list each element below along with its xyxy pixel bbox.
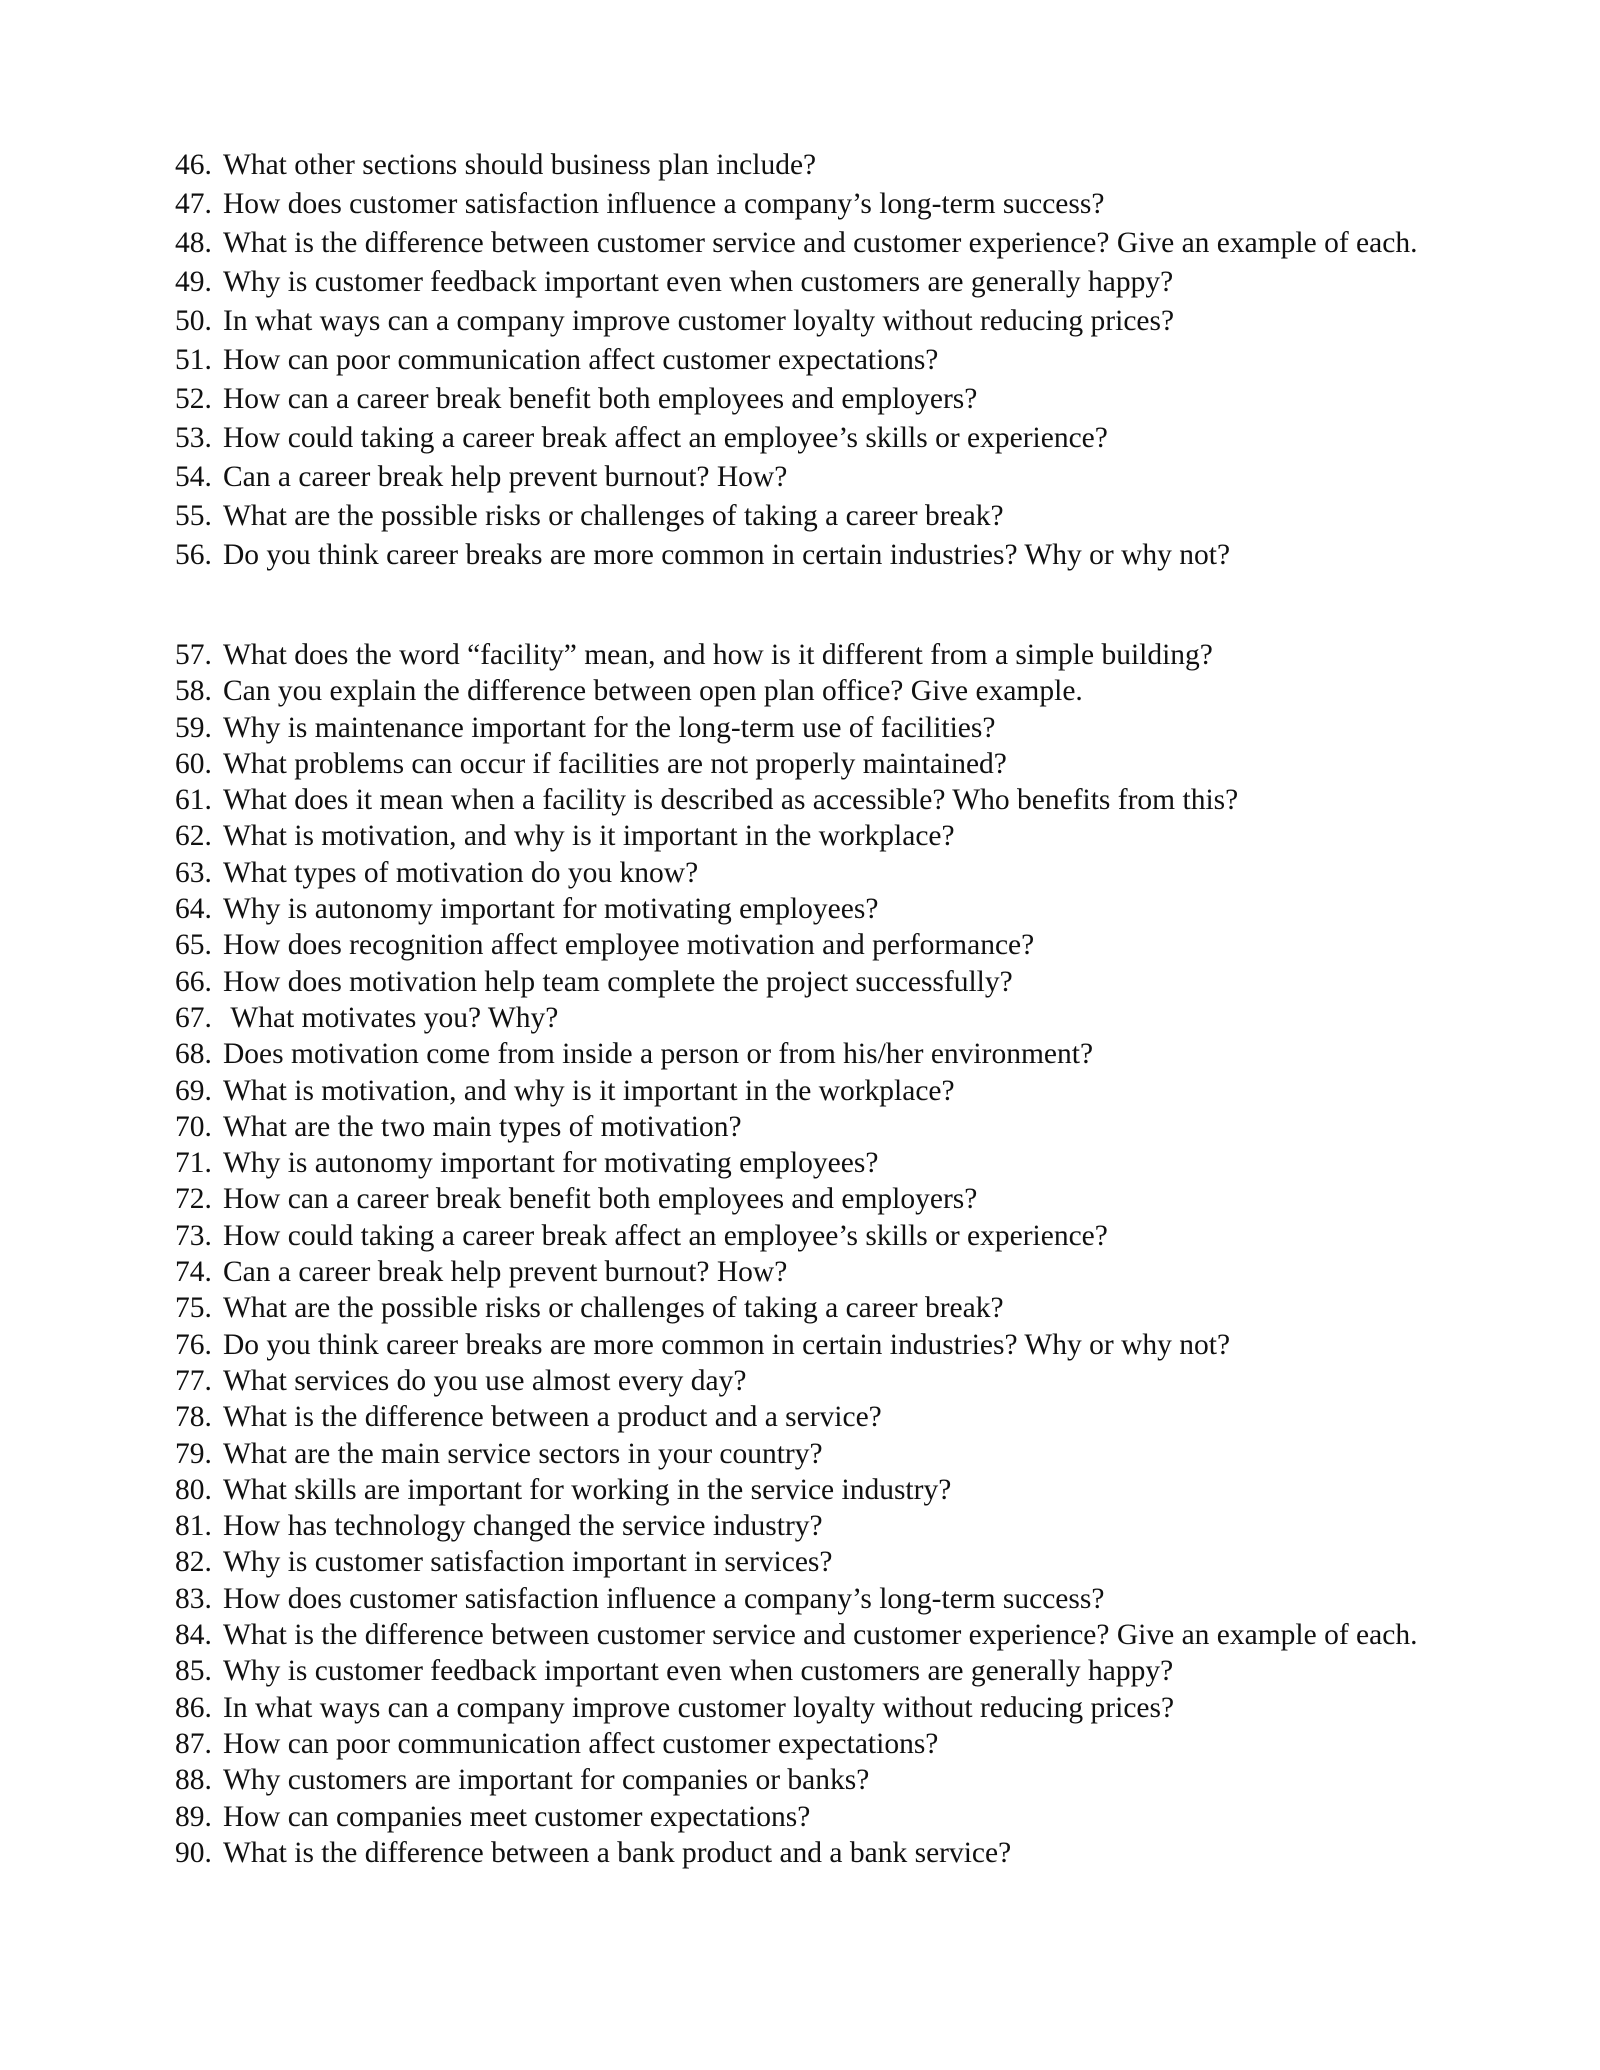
question-item [175,1073,1435,1109]
question-text: Can a career break help prevent burnout? How? [223,1256,788,1289]
question-item [175,964,1435,1000]
question-text: What motivates you? Why? [223,1001,559,1034]
question-item [175,419,1435,458]
question-text: Do you think career breaks are more common in certain industries? Why or why not? [223,1328,1231,1361]
question-text: Why is maintenance important for the long-term use of facilities? [223,711,996,744]
question-item [175,1653,1435,1689]
question-item [175,1690,1435,1726]
question-text: What is the difference between a bank product and a bank service? [223,1836,1012,1869]
question-text: What are the two main types of motivation? [223,1110,742,1143]
question-number: 76. [175,1328,212,1361]
question-text: What are the possible risks or challenges of taking a career break? [223,500,1004,532]
question-text: What is motivation, and why is it important in the workplace? [223,1074,955,1107]
question-number: 46. [175,149,212,181]
question-number: 67. [175,1001,212,1034]
question-number: 77. [175,1364,212,1397]
question-number: 85. [175,1655,212,1688]
question-number: 57. [175,639,212,671]
question-number: 73. [175,1219,212,1252]
question-number: 83. [175,1582,212,1615]
question-text: How can a career break benefit both employees and employers? [223,1183,978,1216]
question-item [175,1508,1435,1544]
question-item [175,302,1435,341]
question-item [175,1109,1435,1145]
question-item [175,341,1435,380]
question-item [175,891,1435,927]
question-number: 68. [175,1038,212,1071]
question-item [175,855,1435,891]
question-item [175,673,1435,709]
question-item [175,1036,1435,1072]
question-number: 82. [175,1546,212,1579]
question-item [175,1799,1435,1835]
question-item [175,1327,1435,1363]
question-number: 87. [175,1727,212,1760]
question-item [175,380,1435,419]
question-item [175,1363,1435,1399]
question-text: How can poor communication affect customer expectations? [223,344,939,376]
question-text: Why is customer feedback important even when customers are generally happy? [223,266,1174,298]
question-text: What is motivation, and why is it important in the workplace? [223,820,955,853]
question-text: How can a career break benefit both employees and employers? [223,383,978,415]
question-number: 48. [175,227,212,259]
question-item [175,1835,1435,1871]
question-item [175,1762,1435,1798]
question-number: 74. [175,1256,212,1289]
question-text: Why is autonomy important for motivating employees? [223,1147,879,1180]
question-item [175,536,1435,575]
question-item [175,1544,1435,1580]
question-item [175,1617,1435,1653]
question-item [175,1399,1435,1435]
question-text: In what ways can a company improve customer loyalty without reducing prices? [223,305,1175,337]
question-number: 47. [175,188,212,220]
question-item [175,1145,1435,1181]
question-text: How could taking a career break affect an employee’s skills or experience? [223,1219,1108,1252]
question-number: 84. [175,1619,212,1652]
question-item [175,1581,1435,1617]
question-list-section-b [175,637,1435,1871]
question-text: What does the word “facility” mean, and how is it different from a simple building? [223,639,1213,671]
question-number: 70. [175,1110,212,1143]
question-number: 81. [175,1510,212,1543]
question-item [175,224,1435,263]
question-text: What are the possible risks or challenges of taking a career break? [223,1292,1004,1325]
question-number: 88. [175,1764,212,1797]
question-number: 56. [175,539,212,571]
question-number: 86. [175,1691,212,1724]
question-item [175,746,1435,782]
question-text: Do you think career breaks are more common in certain industries? Why or why not? [223,539,1231,571]
question-number: 89. [175,1800,212,1833]
question-number: 78. [175,1401,212,1434]
question-text: What does it mean when a facility is described as accessible? Who benefits from this? [223,784,1239,817]
question-list-section-a [175,146,1435,575]
question-item [175,1000,1435,1036]
question-item [175,927,1435,963]
question-number: 80. [175,1473,212,1506]
question-item [175,1254,1435,1290]
question-text: Can a career break help prevent burnout? How? [223,461,788,493]
question-number: 50. [175,305,212,337]
question-text: What other sections should business plan include? [223,149,817,181]
question-text: How could taking a career break affect an employee’s skills or experience? [223,422,1108,454]
question-item [175,1436,1435,1472]
question-item [175,1218,1435,1254]
question-text: How has technology changed the service industry? [223,1510,823,1543]
question-number: 58. [175,675,212,708]
question-text: How can poor communication affect customer expectations? [223,1727,939,1760]
question-text: Does motivation come from inside a person or from his/her environment? [223,1038,1094,1071]
question-number: 90. [175,1836,212,1869]
question-text: Why is customer feedback important even when customers are generally happy? [223,1655,1174,1688]
question-text: What are the main service sectors in your country? [223,1437,823,1470]
question-number: 60. [175,747,212,780]
question-item [175,185,1435,224]
question-text: In what ways can a company improve customer loyalty without reducing prices? [223,1691,1175,1724]
question-number: 63. [175,856,212,889]
question-item [175,782,1435,818]
question-item [175,497,1435,536]
question-text: Can you explain the difference between open plan office? Give example. [223,675,1083,708]
question-item [175,637,1435,673]
question-number: 66. [175,965,212,998]
question-number: 59. [175,711,212,744]
question-text: How does customer satisfaction influence a company’s long-term success? [223,188,1105,220]
question-text: What problems can occur if facilities are not properly maintained? [223,747,1007,780]
question-text: How does customer satisfaction influence a company’s long-term success? [223,1582,1105,1615]
question-item [175,1290,1435,1326]
question-text: Why is autonomy important for motivating employees? [223,893,879,926]
question-item [175,710,1435,746]
question-text: What is the difference between customer service and customer experience? Give an example of each. [223,227,1418,259]
question-item [175,458,1435,497]
question-number: 51. [175,344,212,376]
question-item [175,146,1435,185]
question-number: 52. [175,383,212,415]
question-number: 65. [175,929,212,962]
question-text: What services do you use almost every day? [223,1364,747,1397]
question-number: 79. [175,1437,212,1470]
question-text: Why customers are important for companies or banks? [223,1764,870,1797]
question-text: What is the difference between customer service and customer experience? Give an example of each. [223,1619,1418,1652]
question-text: What is the difference between a product and a service? [223,1401,882,1434]
question-text: How does motivation help team complete the project successfully? [223,965,1013,998]
question-number: 72. [175,1183,212,1216]
question-number: 54. [175,461,212,493]
question-item [175,1726,1435,1762]
question-text: What skills are important for working in the service industry? [223,1473,952,1506]
question-number: 55. [175,500,212,532]
question-item [175,263,1435,302]
question-item [175,1472,1435,1508]
question-number: 53. [175,422,212,454]
question-item [175,1181,1435,1217]
question-text: How can companies meet customer expectations? [223,1800,811,1833]
question-text: What types of motivation do you know? [223,856,699,889]
question-text: How does recognition affect employee motivation and performance? [223,929,1035,962]
question-number: 75. [175,1292,212,1325]
question-item [175,818,1435,854]
question-number: 62. [175,820,212,853]
question-number: 49. [175,266,212,298]
question-number: 69. [175,1074,212,1107]
question-number: 71. [175,1147,212,1180]
question-number: 64. [175,893,212,926]
question-number: 61. [175,784,212,817]
question-text: Why is customer satisfaction important in services? [223,1546,833,1579]
